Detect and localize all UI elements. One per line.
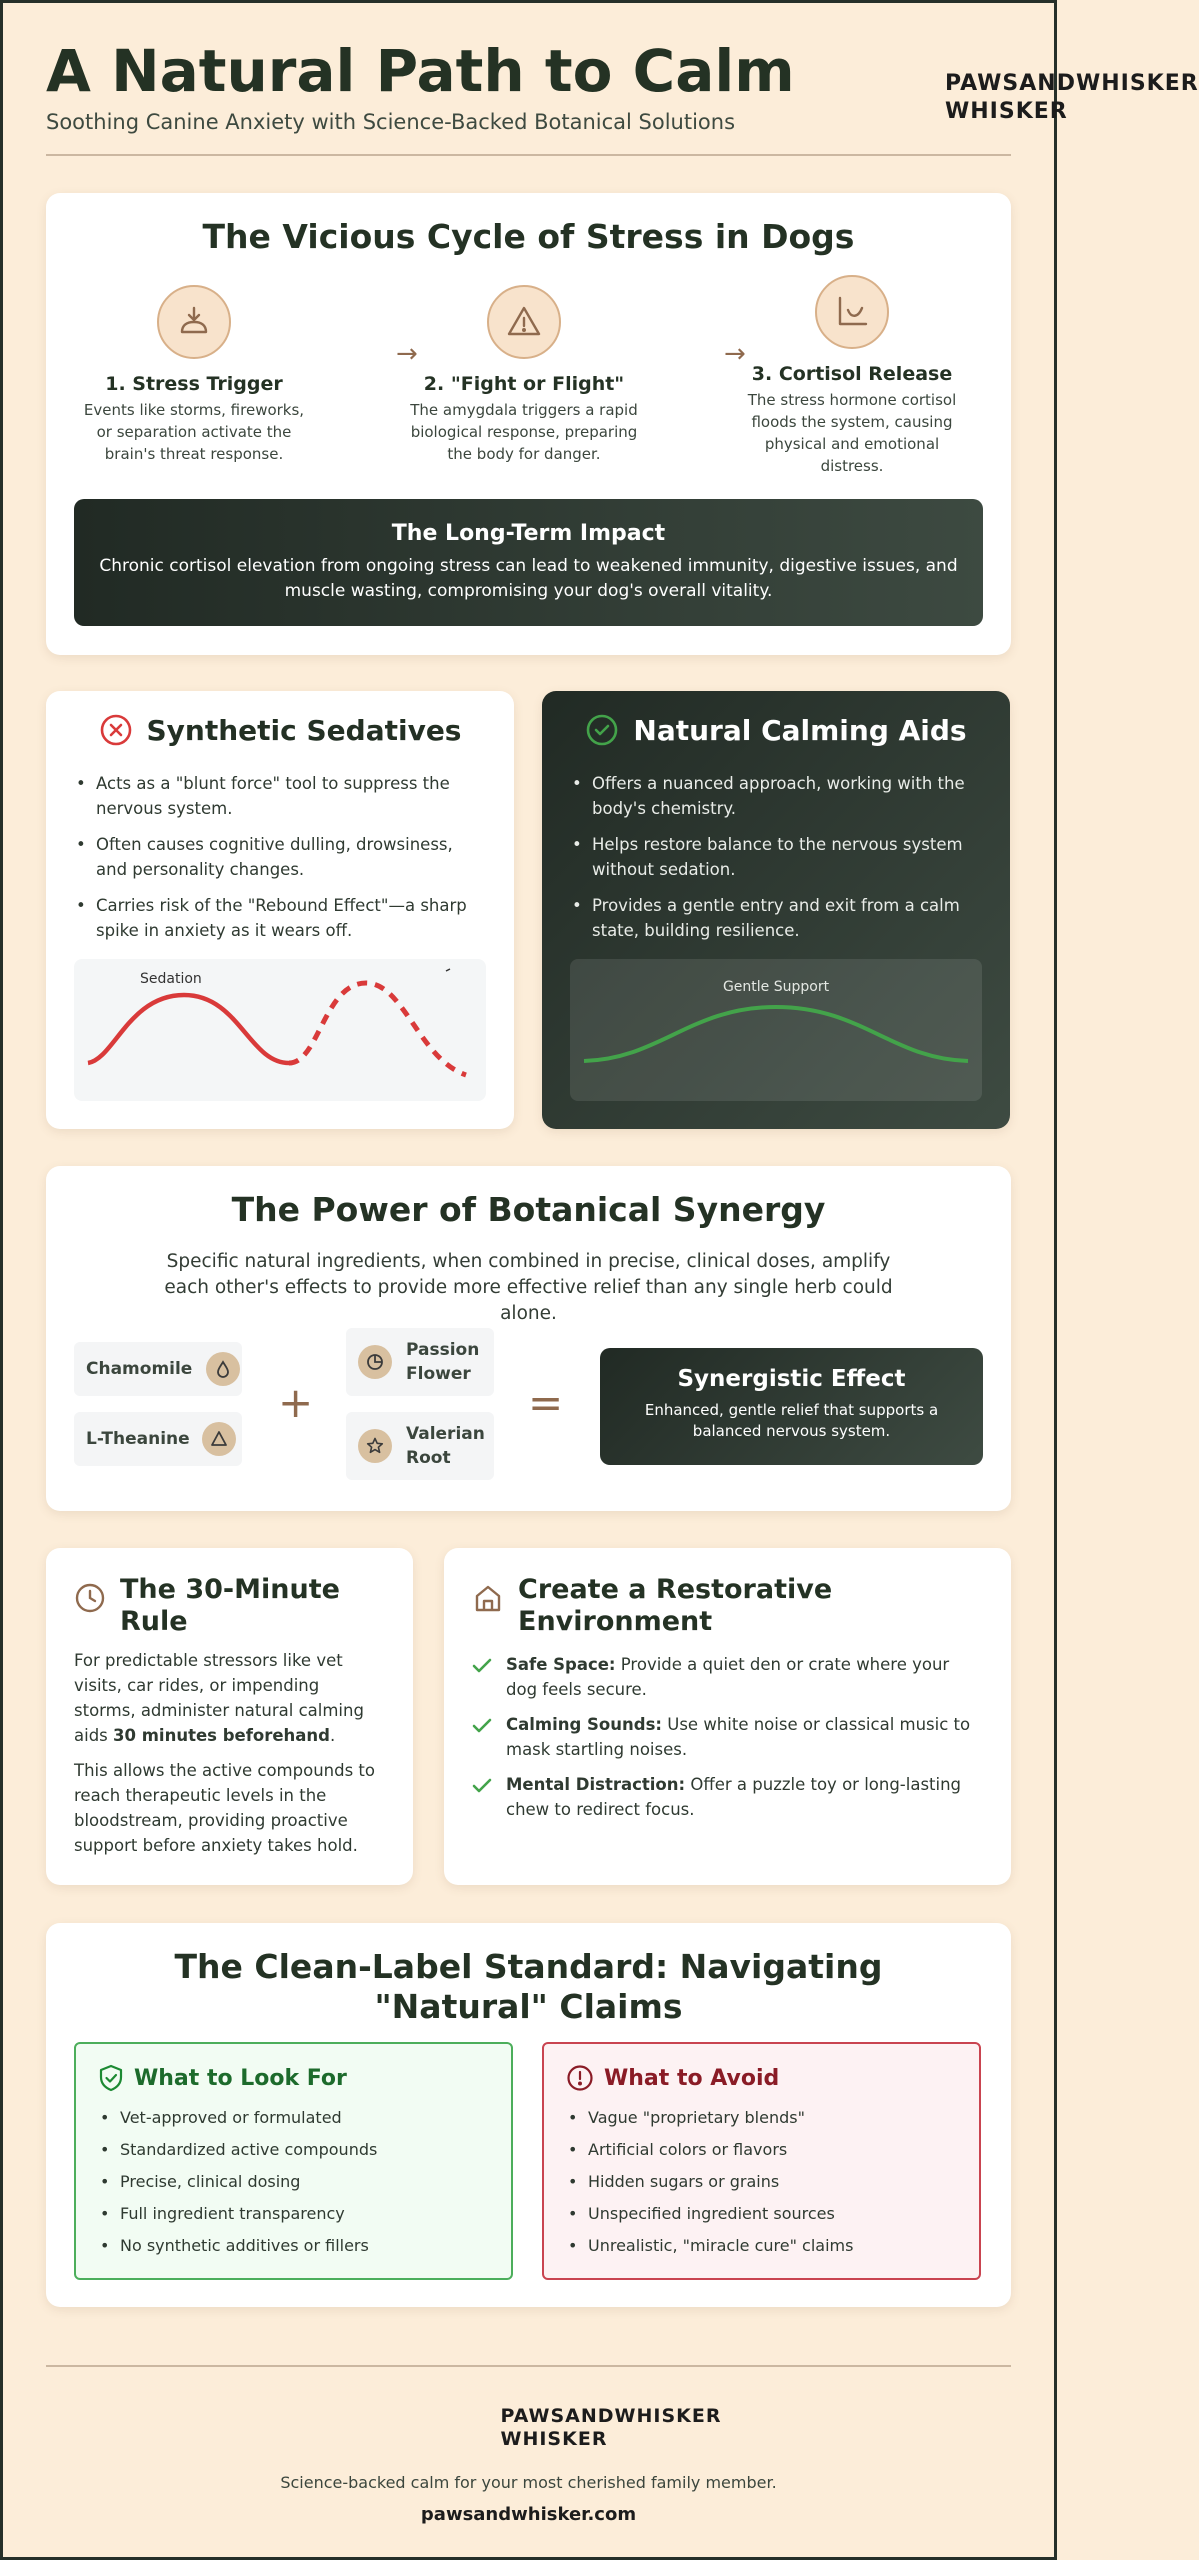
list-item: • Hidden sugars or grains [566, 2166, 957, 2198]
ingredient-chamomile [74, 1342, 242, 1396]
rule-emphasis: 30 minutes beforehand [113, 1726, 330, 1745]
logo-line-2: WHISKER [500, 2428, 608, 2450]
page-header [46, 36, 1199, 156]
step-text: Events like storms, fireworks, or separation activate the brain's threat response. [83, 401, 305, 463]
list-item: • Offers a nuanced approach, working with the body's chemistry. [570, 771, 982, 821]
step-text: The amygdala triggers a rapid biological response, preparing the body for danger. [410, 401, 638, 463]
list-item: • Precise, clinical dosing [98, 2166, 489, 2198]
look-for-box [74, 2042, 513, 2280]
check-circle-icon [585, 713, 619, 747]
environment-title: Create a Restorative Environment [518, 1574, 833, 1637]
avoid-list [566, 2102, 957, 2262]
botanical-synergy-card [46, 1166, 1011, 1511]
list-item: • Vet-approved or formulated [98, 2102, 489, 2134]
drop-icon [206, 1352, 240, 1386]
rule-heading [74, 1574, 385, 1638]
clean-label-title: The Clean-Label Standard: Navigating "Natural" Claims [174, 1947, 883, 2026]
page-subtitle: Soothing Canine Anxiety with Science-Backed Botanical Solutions [46, 110, 736, 134]
shield-check-icon [98, 2064, 124, 2092]
cortisol-icon [815, 275, 889, 349]
avoid-box [542, 2042, 981, 2280]
logo-line-1: PAWSANDWHISKER [500, 2405, 722, 2427]
sedation-curve [88, 995, 289, 1063]
ingredient-l-theanine [74, 1412, 242, 1466]
restorative-environment-card [444, 1548, 1011, 1885]
cycle-step-1 [74, 285, 314, 465]
natural-heading [542, 713, 1010, 747]
step-title: 2. "Fight or Flight" [423, 373, 625, 395]
ingredient-label: Valerian Root [406, 1424, 485, 1468]
alert-circle-icon [566, 2064, 594, 2092]
stress-cycle-card [46, 193, 1011, 655]
environment-list [472, 1652, 983, 1822]
list-item: • Often causes cognitive dulling, drowsiness, and personality changes. [74, 832, 486, 882]
page-footer [46, 2365, 1011, 2525]
gentle-support-label: Gentle Support [722, 979, 830, 995]
arrow-icon: → [396, 339, 418, 369]
effect-text: Enhanced, gentle relief that supports a balanced nervous system. [644, 1401, 939, 1440]
home-icon [472, 1582, 504, 1614]
list-item: Safe Space: Provide a quiet den or crate where your dog feels secure. [472, 1652, 983, 1702]
rule-paragraph-2: This allows the active compounds to reach therapeutic levels in the bloodstream, providing proactive support before anxiety takes hold. [74, 1761, 375, 1855]
thirty-minute-rule-card [46, 1548, 413, 1885]
logo-line-1: PAWSANDWHISKER [945, 71, 1199, 96]
list-item: Mental Distraction: Offer a puzzle toy or long-lasting chew to redirect focus. [472, 1772, 983, 1822]
footer-logo [500, 2405, 722, 2451]
cycle-title: The Vicious Cycle of Stress in Dogs [202, 217, 855, 256]
synthetic-heading [46, 713, 514, 747]
natural-list [570, 771, 982, 943]
impact-text: Chronic cortisol elevation from ongoing stress can lead to weakened immunity, digestive issues, and muscle wasting, compromising your dog's overall vitality. [99, 556, 958, 601]
list-item: • Unspecified ingredient sources [566, 2198, 957, 2230]
footer-website-link[interactable]: pawsandwhisker.com [420, 2504, 637, 2525]
list-item: • Standardized active compounds [98, 2134, 489, 2166]
ingredient-label: Chamomile [86, 1359, 193, 1379]
list-item: • Provides a gentle entry and exit from a calm state, building resilience. [570, 893, 982, 943]
impact-title: The Long-Term Impact [391, 521, 666, 546]
ingredient-label: L-Theanine [86, 1429, 190, 1449]
sedation-label: Sedation [140, 971, 202, 987]
gentle-support-chart [570, 959, 982, 1101]
rule-title: The 30-Minute Rule [120, 1574, 340, 1637]
equals-icon: = [528, 1378, 564, 1427]
step-text: The stress hormone cortisol floods the system, causing physical and emotional distress. [747, 391, 957, 475]
clean-label-card [46, 1923, 1011, 2307]
footer-tagline: Science-backed calm for your most cherished family member. [280, 2473, 777, 2492]
step-title: 1. Stress Trigger [105, 373, 283, 395]
plus-icon: + [278, 1378, 314, 1427]
rule-paragraph-1: For predictable stressors like vet visits, car rides, or impending storms, administer natural calming aids 30 minutes beforehand. [74, 1651, 364, 1745]
synthetic-title: Synthetic Sedatives [146, 713, 462, 747]
natural-title: Natural Calming Aids [633, 713, 967, 747]
sedation-chart [74, 959, 486, 1101]
natural-calming-aids-card [542, 691, 1010, 1129]
list-item: • Vague "proprietary blends" [566, 2102, 957, 2134]
brand-logo [945, 70, 1199, 126]
clock-icon [74, 1582, 106, 1614]
ingredient-valerian-root [346, 1412, 494, 1480]
step-title: 3. Cortisol Release [751, 363, 953, 385]
synthetic-list [74, 771, 486, 943]
list-item: • Artificial colors or flavors [566, 2134, 957, 2166]
ingredient-label: Passion Flower [406, 1340, 480, 1384]
list-item: • No synthetic additives or fillers [98, 2230, 489, 2262]
synthetic-sedatives-card [46, 691, 514, 1129]
synergistic-effect-box [600, 1348, 983, 1465]
look-for-title: What to Look For [134, 2065, 347, 2091]
rebound-curve [289, 983, 466, 1075]
list-item: • Full ingredient transparency [98, 2198, 489, 2230]
list-item: • Unrealistic, "miracle cure" claims [566, 2230, 957, 2262]
logo-line-2: WHISKER [945, 99, 1068, 124]
check-icon [472, 1658, 492, 1674]
list-item: • Carries risk of the "Rebound Effect"—a sharp spike in anxiety as it wears off. [74, 893, 486, 943]
avoid-title: What to Avoid [604, 2065, 780, 2091]
cycle-step-2 [404, 285, 644, 465]
triangle-icon [202, 1422, 236, 1456]
long-term-impact-box [74, 499, 983, 626]
look-for-heading [98, 2064, 489, 2092]
list-item: • Helps restore balance to the nervous system without sedation. [570, 832, 982, 882]
cycle-step-3 [732, 275, 972, 477]
ingredient-passion-flower [346, 1328, 494, 1396]
check-icon [472, 1718, 492, 1734]
check-icon [472, 1778, 492, 1794]
gentle-curve [584, 1007, 968, 1061]
arrow-icon: → [724, 339, 746, 369]
avoid-heading [566, 2064, 957, 2092]
look-for-list [98, 2102, 489, 2262]
pie-icon [358, 1345, 392, 1379]
list-item: • Acts as a "blunt force" tool to suppress the nervous system. [74, 771, 486, 821]
stress-trigger-icon [157, 285, 231, 359]
warning-icon [487, 285, 561, 359]
page-title: A Natural Path to Calm [46, 37, 795, 105]
environment-heading [472, 1574, 983, 1638]
star-icon [358, 1429, 392, 1463]
effect-title: Synergistic Effect [677, 1366, 906, 1392]
list-item: Calming Sounds: Use white noise or classical music to mask startling noises. [472, 1712, 983, 1762]
synergy-intro: Specific natural ingredients, when combined in precise, clinical doses, amplify each other's effects to provide more effective relief than any single herb could alone. [164, 1251, 893, 1324]
synergy-title: The Power of Botanical Synergy [231, 1190, 826, 1229]
x-circle-icon [99, 713, 133, 747]
cycle-steps [74, 285, 983, 485]
